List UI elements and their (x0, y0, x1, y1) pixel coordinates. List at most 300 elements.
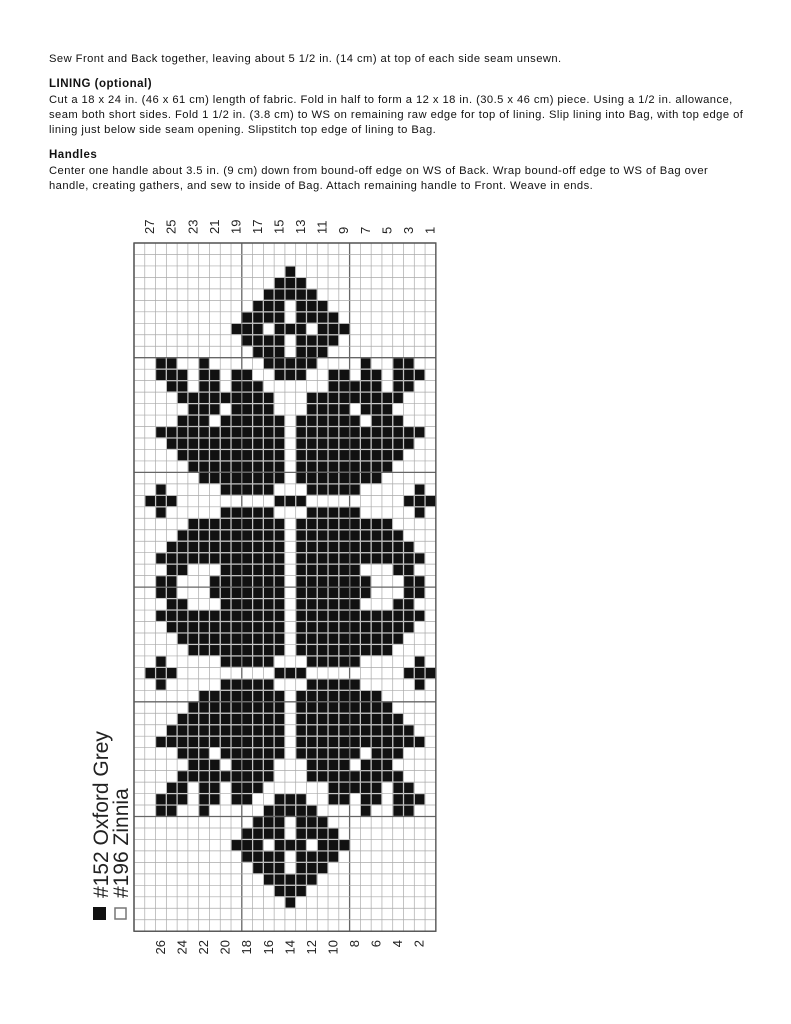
oxford-grey-stitch (318, 473, 328, 483)
oxford-grey-stitch (339, 404, 349, 414)
oxford-grey-stitch (329, 829, 339, 839)
oxford-grey-stitch (221, 657, 231, 667)
oxford-grey-stitch (393, 622, 403, 632)
oxford-grey-stitch (199, 806, 209, 816)
oxford-grey-stitch (253, 519, 263, 529)
oxford-grey-stitch (361, 393, 371, 403)
oxford-grey-stitch (372, 714, 382, 724)
oxford-grey-stitch (242, 588, 252, 598)
oxford-grey-stitch (350, 714, 360, 724)
oxford-grey-stitch (167, 622, 177, 632)
oxford-grey-stitch (221, 679, 231, 689)
oxford-grey-stitch (361, 760, 371, 770)
oxford-grey-stitch (253, 599, 263, 609)
oxford-grey-stitch (404, 565, 414, 575)
oxford-grey-stitch (318, 657, 328, 667)
oxford-grey-stitch (221, 473, 231, 483)
oxford-grey-stitch (296, 874, 306, 884)
oxford-grey-stitch (329, 370, 339, 380)
oxford-grey-stitch (232, 691, 242, 701)
oxford-grey-stitch (329, 714, 339, 724)
oxford-grey-stitch (350, 542, 360, 552)
oxford-grey-stitch (264, 599, 274, 609)
oxford-grey-stitch (329, 565, 339, 575)
oxford-grey-stitch (339, 576, 349, 586)
oxford-grey-stitch (264, 679, 274, 689)
oxford-grey-stitch (253, 622, 263, 632)
oxford-grey-stitch (318, 737, 328, 747)
oxford-grey-stitch (264, 691, 274, 701)
oxford-grey-stitch (210, 611, 220, 621)
oxford-grey-stitch (242, 565, 252, 575)
oxford-grey-stitch (167, 381, 177, 391)
oxford-grey-stitch (372, 519, 382, 529)
oxford-grey-stitch (253, 404, 263, 414)
oxford-grey-stitch (329, 381, 339, 391)
oxford-grey-stitch (264, 725, 274, 735)
oxford-grey-stitch (350, 473, 360, 483)
oxford-grey-stitch (210, 370, 220, 380)
oxford-grey-stitch (329, 530, 339, 540)
oxford-grey-stitch (383, 416, 393, 426)
oxford-grey-stitch (296, 634, 306, 644)
oxford-grey-stitch (307, 748, 317, 758)
oxford-grey-stitch (307, 657, 317, 667)
oxford-grey-stitch (318, 634, 328, 644)
oxford-grey-stitch (339, 771, 349, 781)
oxford-grey-stitch (318, 611, 328, 621)
oxford-grey-stitch (275, 668, 285, 678)
oxford-grey-stitch (393, 393, 403, 403)
oxford-grey-stitch (242, 645, 252, 655)
oxford-grey-stitch (296, 278, 306, 288)
oxford-grey-stitch (167, 783, 177, 793)
oxford-grey-stitch (361, 645, 371, 655)
oxford-grey-stitch (350, 462, 360, 472)
oxford-grey-stitch (350, 530, 360, 540)
oxford-grey-stitch (178, 530, 188, 540)
oxford-grey-stitch (242, 691, 252, 701)
oxford-grey-stitch (242, 748, 252, 758)
oxford-grey-stitch (242, 404, 252, 414)
oxford-grey-stitch (275, 806, 285, 816)
oxford-grey-stitch (242, 335, 252, 345)
oxford-grey-stitch (242, 450, 252, 460)
oxford-grey-stitch (232, 611, 242, 621)
oxford-grey-stitch (178, 565, 188, 575)
oxford-grey-stitch (339, 462, 349, 472)
oxford-grey-stitch (264, 473, 274, 483)
oxford-grey-stitch (221, 553, 231, 563)
oxford-grey-stitch (361, 462, 371, 472)
oxford-grey-stitch (350, 611, 360, 621)
oxford-grey-stitch (372, 725, 382, 735)
oxford-grey-stitch (329, 312, 339, 322)
seam-instructions: Sew Front and Back together, leaving about 5 1/2 in. (14 cm) at top of each side seam unsewn. (49, 53, 562, 65)
oxford-grey-stitch (232, 416, 242, 426)
oxford-grey-stitch (296, 702, 306, 712)
oxford-grey-stitch (296, 817, 306, 827)
oxford-grey-stitch (307, 771, 317, 781)
oxford-grey-stitch (232, 634, 242, 644)
oxford-grey-stitch (264, 289, 274, 299)
oxford-grey-stitch (296, 335, 306, 345)
oxford-grey-stitch (318, 393, 328, 403)
oxford-grey-stitch (329, 737, 339, 747)
oxford-grey-stitch (383, 462, 393, 472)
oxford-grey-stitch (167, 565, 177, 575)
oxford-grey-stitch (275, 347, 285, 357)
oxford-grey-stitch (199, 370, 209, 380)
oxford-grey-stitch (307, 301, 317, 311)
oxford-grey-stitch (318, 760, 328, 770)
oxford-grey-stitch (178, 393, 188, 403)
oxford-grey-stitch (242, 771, 252, 781)
oxford-grey-stitch (189, 393, 199, 403)
oxford-grey-stitch (361, 519, 371, 529)
oxford-grey-stitch (307, 427, 317, 437)
oxford-grey-stitch (372, 702, 382, 712)
oxford-grey-stitch (350, 565, 360, 575)
oxford-grey-stitch (393, 599, 403, 609)
column-number-top: 17 (250, 219, 265, 234)
oxford-grey-stitch (210, 393, 220, 403)
oxford-grey-stitch (307, 852, 317, 862)
oxford-grey-stitch (232, 542, 242, 552)
oxford-grey-stitch (242, 416, 252, 426)
oxford-grey-stitch (221, 565, 231, 575)
oxford-grey-stitch (307, 347, 317, 357)
oxford-grey-stitch (253, 553, 263, 563)
oxford-grey-stitch (145, 668, 155, 678)
oxford-grey-stitch (178, 622, 188, 632)
oxford-grey-stitch (221, 439, 231, 449)
oxford-grey-stitch (253, 657, 263, 667)
oxford-grey-stitch (296, 530, 306, 540)
oxford-grey-stitch (189, 737, 199, 747)
legend-label-zinnia: #196 Zinnia (110, 788, 133, 898)
column-number-top: 25 (163, 219, 179, 234)
oxford-grey-stitch (339, 427, 349, 437)
oxford-grey-stitch (415, 794, 425, 804)
oxford-grey-stitch (156, 668, 166, 678)
oxford-grey-stitch (307, 473, 317, 483)
oxford-grey-stitch (232, 370, 242, 380)
oxford-grey-stitch (383, 439, 393, 449)
oxford-grey-stitch (264, 393, 274, 403)
oxford-grey-stitch (307, 576, 317, 586)
oxford-grey-stitch (393, 381, 403, 391)
oxford-grey-stitch (415, 588, 425, 598)
oxford-grey-stitch (156, 737, 166, 747)
oxford-grey-stitch (264, 347, 274, 357)
oxford-grey-stitch (329, 691, 339, 701)
oxford-grey-stitch (318, 725, 328, 735)
oxford-grey-stitch (275, 553, 285, 563)
oxford-grey-stitch (286, 289, 296, 299)
oxford-grey-stitch (167, 737, 177, 747)
oxford-grey-stitch (318, 599, 328, 609)
column-number-top: 7 (357, 226, 373, 234)
oxford-grey-stitch (189, 760, 199, 770)
oxford-grey-stitch (264, 507, 274, 517)
oxford-grey-stitch (361, 737, 371, 747)
oxford-grey-stitch (286, 324, 296, 334)
oxford-grey-stitch (372, 691, 382, 701)
oxford-grey-stitch (296, 427, 306, 437)
oxford-grey-stitch (221, 427, 231, 437)
oxford-grey-stitch (275, 748, 285, 758)
oxford-grey-stitch (275, 725, 285, 735)
oxford-grey-stitch (361, 553, 371, 563)
oxford-grey-stitch (178, 381, 188, 391)
oxford-grey-stitch (361, 576, 371, 586)
oxford-grey-stitch (242, 473, 252, 483)
oxford-grey-stitch (199, 542, 209, 552)
oxford-grey-stitch (189, 404, 199, 414)
oxford-grey-stitch (221, 622, 231, 632)
oxford-grey-stitch (275, 863, 285, 873)
oxford-grey-stitch (383, 760, 393, 770)
oxford-grey-stitch (350, 622, 360, 632)
oxford-grey-stitch (275, 588, 285, 598)
oxford-grey-stitch (339, 679, 349, 689)
oxford-grey-stitch (329, 783, 339, 793)
oxford-grey-stitch (221, 737, 231, 747)
oxford-grey-stitch (372, 760, 382, 770)
oxford-grey-stitch (275, 576, 285, 586)
oxford-grey-stitch (339, 484, 349, 494)
oxford-grey-stitch (307, 737, 317, 747)
oxford-grey-stitch (253, 473, 263, 483)
oxford-grey-stitch (307, 507, 317, 517)
oxford-grey-stitch (264, 301, 274, 311)
oxford-grey-stitch (178, 450, 188, 460)
oxford-grey-stitch (275, 289, 285, 299)
oxford-grey-stitch (329, 519, 339, 529)
oxford-grey-stitch (242, 829, 252, 839)
oxford-grey-stitch (361, 634, 371, 644)
oxford-grey-stitch (361, 542, 371, 552)
oxford-grey-stitch (264, 863, 274, 873)
oxford-grey-stitch (189, 553, 199, 563)
oxford-grey-stitch (361, 611, 371, 621)
oxford-grey-stitch (253, 312, 263, 322)
oxford-grey-stitch (339, 416, 349, 426)
oxford-grey-stitch (318, 427, 328, 437)
oxford-grey-stitch (242, 370, 252, 380)
oxford-grey-stitch (242, 702, 252, 712)
oxford-grey-stitch (307, 416, 317, 426)
oxford-grey-stitch (275, 794, 285, 804)
oxford-grey-stitch (232, 599, 242, 609)
column-number-top: 3 (400, 226, 416, 234)
oxford-grey-stitch (199, 439, 209, 449)
oxford-grey-stitch (329, 611, 339, 621)
oxford-grey-stitch (275, 634, 285, 644)
column-number-bottom: 12 (303, 940, 319, 955)
oxford-grey-stitch (296, 737, 306, 747)
oxford-grey-stitch (210, 771, 220, 781)
oxford-grey-stitch (286, 806, 296, 816)
oxford-grey-stitch (286, 897, 296, 907)
oxford-grey-stitch (264, 737, 274, 747)
oxford-grey-stitch (275, 737, 285, 747)
oxford-grey-stitch (372, 381, 382, 391)
oxford-grey-stitch (199, 427, 209, 437)
oxford-grey-stitch (296, 347, 306, 357)
oxford-grey-stitch (232, 565, 242, 575)
oxford-grey-stitch (253, 863, 263, 873)
oxford-grey-stitch (339, 530, 349, 540)
oxford-grey-stitch (253, 439, 263, 449)
oxford-grey-stitch (393, 806, 403, 816)
oxford-grey-stitch (242, 599, 252, 609)
oxford-grey-stitch (275, 278, 285, 288)
oxford-grey-stitch (415, 668, 425, 678)
oxford-grey-stitch (167, 599, 177, 609)
oxford-grey-stitch (329, 427, 339, 437)
oxford-grey-stitch (307, 817, 317, 827)
oxford-grey-stitch (264, 358, 274, 368)
oxford-grey-stitch (275, 599, 285, 609)
oxford-grey-stitch (307, 599, 317, 609)
oxford-grey-stitch (339, 439, 349, 449)
oxford-grey-stitch (221, 576, 231, 586)
oxford-grey-stitch (264, 657, 274, 667)
oxford-grey-stitch (167, 553, 177, 563)
oxford-grey-stitch (199, 450, 209, 460)
oxford-grey-stitch (296, 301, 306, 311)
oxford-grey-stitch (275, 565, 285, 575)
oxford-grey-stitch (286, 794, 296, 804)
oxford-grey-stitch (339, 725, 349, 735)
column-number-bottom: 14 (282, 940, 298, 955)
oxford-grey-stitch (253, 691, 263, 701)
oxford-grey-stitch (232, 393, 242, 403)
oxford-grey-stitch (210, 714, 220, 724)
oxford-grey-stitch (307, 312, 317, 322)
oxford-grey-stitch (350, 507, 360, 517)
oxford-grey-stitch (156, 496, 166, 506)
oxford-grey-stitch (232, 530, 242, 540)
oxford-grey-stitch (339, 622, 349, 632)
oxford-grey-stitch (242, 634, 252, 644)
oxford-grey-stitch (167, 439, 177, 449)
oxford-grey-stitch (242, 324, 252, 334)
oxford-grey-stitch (393, 794, 403, 804)
oxford-grey-stitch (242, 427, 252, 437)
oxford-grey-stitch (372, 553, 382, 563)
oxford-grey-stitch (275, 840, 285, 850)
oxford-grey-stitch (383, 737, 393, 747)
oxford-grey-stitch (232, 588, 242, 598)
oxford-grey-stitch (253, 462, 263, 472)
oxford-grey-stitch (383, 634, 393, 644)
oxford-grey-stitch (221, 507, 231, 517)
oxford-grey-stitch (199, 725, 209, 735)
oxford-grey-stitch (275, 691, 285, 701)
oxford-grey-stitch (339, 324, 349, 334)
oxford-grey-stitch (199, 462, 209, 472)
oxford-grey-stitch (221, 542, 231, 552)
lining-instructions: Cut a 18 x 24 in. (46 x 61 cm) length of fabric. Fold in half to form a 12 x 18 in. (30.5 x 46 cm) piece. Using a 1/2 in. allowance, seam both short sides. Fold 1 1/2 in. (3.8 cm) to WS on remaining raw edge for top of lining. Slip lining into Bag, with top edge of lining just below side seam opening. Slipstitch top edge of lining to Bag. (49, 94, 744, 136)
oxford-grey-stitch (199, 691, 209, 701)
oxford-grey-stitch (339, 381, 349, 391)
oxford-grey-stitch (156, 484, 166, 494)
oxford-grey-stitch (339, 840, 349, 850)
oxford-grey-stitch (210, 439, 220, 449)
oxford-grey-stitch (275, 702, 285, 712)
oxford-grey-stitch (264, 462, 274, 472)
oxford-grey-stitch (210, 794, 220, 804)
oxford-grey-stitch (296, 473, 306, 483)
oxford-grey-stitch (350, 679, 360, 689)
column-number-bottom: 2 (411, 940, 427, 948)
oxford-grey-stitch (242, 507, 252, 517)
oxford-grey-stitch (307, 450, 317, 460)
oxford-grey-stitch (307, 553, 317, 563)
oxford-grey-stitch (221, 530, 231, 540)
oxford-grey-stitch (339, 783, 349, 793)
oxford-grey-stitch (275, 370, 285, 380)
oxford-grey-stitch (318, 439, 328, 449)
oxford-grey-stitch (232, 725, 242, 735)
oxford-grey-stitch (318, 312, 328, 322)
oxford-grey-stitch (232, 679, 242, 689)
oxford-grey-stitch (415, 507, 425, 517)
oxford-grey-stitch (372, 416, 382, 426)
oxford-grey-stitch (253, 771, 263, 781)
zinnia-swatch-icon (115, 908, 126, 919)
oxford-grey-stitch (318, 622, 328, 632)
oxford-grey-stitch (361, 702, 371, 712)
oxford-grey-stitch (296, 576, 306, 586)
oxford-grey-stitch (350, 484, 360, 494)
oxford-grey-stitch (264, 817, 274, 827)
oxford-grey-stitch (318, 565, 328, 575)
oxford-grey-stitch (307, 829, 317, 839)
oxford-grey-stitch (296, 439, 306, 449)
oxford-grey-stitch (372, 439, 382, 449)
oxford-grey-stitch (296, 645, 306, 655)
oxford-grey-stitch (307, 289, 317, 299)
oxford-grey-stitch (286, 886, 296, 896)
oxford-grey-stitch (242, 611, 252, 621)
column-number-top: 27 (142, 219, 158, 234)
oxford-grey-stitch (199, 783, 209, 793)
oxford-grey-stitch (339, 565, 349, 575)
oxford-grey-stitch (199, 416, 209, 426)
oxford-grey-stitch (329, 335, 339, 345)
oxford-grey-stitch (339, 393, 349, 403)
oxford-grey-stitch (242, 553, 252, 563)
oxford-grey-stitch (189, 771, 199, 781)
oxford-grey-stitch (393, 565, 403, 575)
oxford-grey-stitch (242, 381, 252, 391)
oxford-grey-stitch (329, 484, 339, 494)
oxford-grey-stitch (253, 714, 263, 724)
oxford-grey-stitch (242, 657, 252, 667)
oxford-grey-stitch (404, 611, 414, 621)
oxford-grey-stitch (232, 794, 242, 804)
oxford-grey-stitch (156, 588, 166, 598)
oxford-grey-stitch (372, 393, 382, 403)
oxford-grey-stitch (178, 783, 188, 793)
oxford-grey-stitch (383, 450, 393, 460)
oxford-grey-stitch (296, 553, 306, 563)
oxford-grey-stitch (221, 725, 231, 735)
